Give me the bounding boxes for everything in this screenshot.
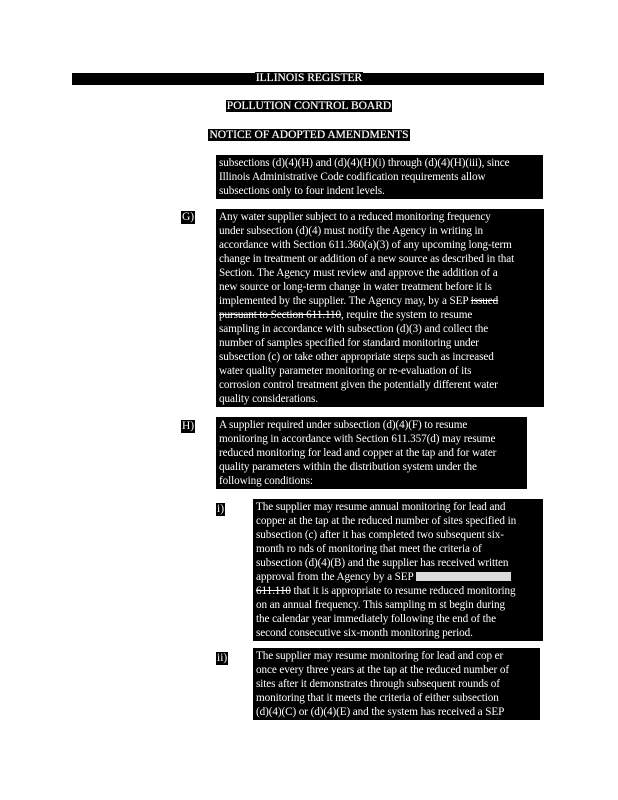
subsection-g-paragraph: Any water supplier subject to a reduced monitoring frequency under subsection (d)(4) must notify the Agency in writing in accordance with Section 611.360(a)(3) of any upcoming long-term change in treatment or addition of a new source as described in that Section. The Agency must review and approve the addition of a new source or long-term change in water treatment before it is implemented by the supplier. The Agency may, by a SEP issued pursuant to Section 611.110, require the system to resume sampling in accordance with subsection (d)(3) and collect the number of samples specified for standard monitoring under subsection (c) or take other appropriate steps such as increased water quality parameter monitoring or re-evaluation of its corrosion control treatment given the potentially different water quality considerations. bbox=[216, 209, 544, 407]
subsection-i-marker: i) bbox=[217, 503, 225, 515]
intro-paragraph: subsections (d)(4)(H) and (d)(4)(H)(i) through (d)(4)(H)(iii), since Illinois Administrative Code codification requirements allow subsections only to four indent levels. bbox=[216, 155, 543, 199]
struck-word-issued: issued bbox=[470, 295, 499, 307]
subsection-h-marker: H) bbox=[182, 420, 195, 432]
board-title: POLLUTION CONTROL BOARD bbox=[226, 100, 392, 112]
subsection-h-paragraph: A supplier required under subsection (d)(4)(F) to resume monitoring in accordance with Section 611.357(d) may resume reduced monitoring for lead and copper at the tap and for water quality parameters within the distribution system under the following conditions: bbox=[216, 417, 527, 489]
subsection-g-marker: G) bbox=[182, 211, 195, 223]
struck-section-number: 611.110 bbox=[256, 585, 291, 597]
struck-section-reference: pursuant to Section 611.110 bbox=[219, 309, 342, 321]
redacted-struck-text bbox=[416, 572, 511, 581]
subsection-ii-paragraph: The supplier may resume monitoring for lead and cop er once every three years at the tap at the reduced number of sites after it demonstrates through subsequent rounds of monitoring that it meets the criteria of either subsection (d)(4)(C) or (d)(4)(E) and the system has received a SEP bbox=[253, 648, 540, 720]
register-title: ILLINOIS REGISTER bbox=[255, 72, 363, 84]
notice-title: NOTICE OF ADOPTED AMENDMENTS bbox=[209, 129, 409, 141]
subsection-ii-marker: ii) bbox=[217, 652, 228, 664]
subsection-i-paragraph: The supplier may resume annual monitoring for lead and copper at the tap at the reduced number of sites specified in subsection (c) after it has completed two subsequent six- month ro nds of monitoring that meet the criteria of subsection (d)(4)(B) and the supplier has received written approval from the Agency by a SEP 611.110 that it is appropriate to resume reduced monitoring on an annual frequency. This sampling m st begin during the calendar year immediately following the end of the second consecutive six-month monitoring period. bbox=[253, 499, 543, 641]
